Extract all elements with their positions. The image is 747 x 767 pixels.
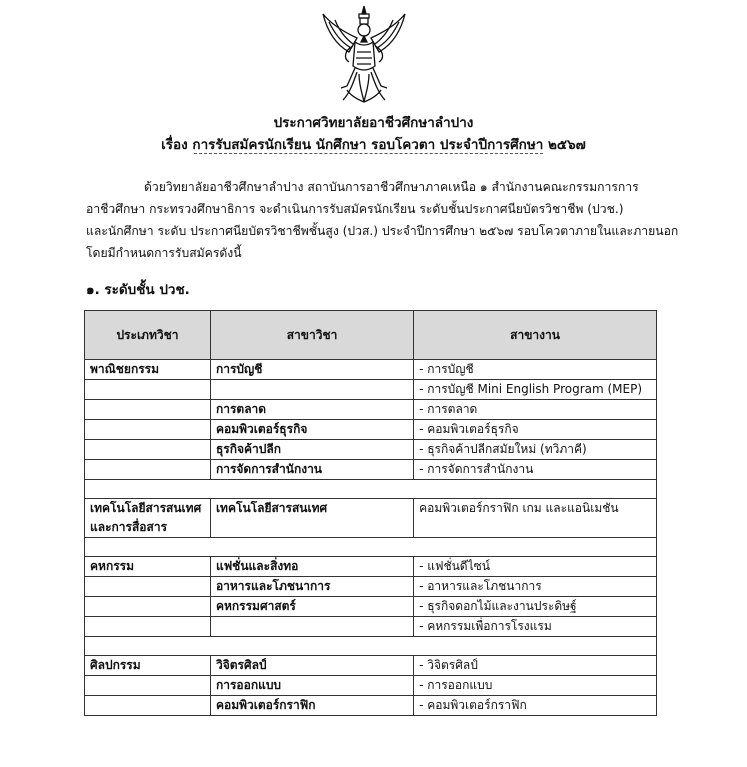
body-line-2: อาชีวศึกษา กระทรวงศึกษาธิการ จะดำเนินการรับสมัครนักเรียน ระดับชั้นประกาศนียบัตรวิชาชีพ (ปวช.) — [86, 202, 624, 216]
garuda-emblem-icon — [319, 4, 409, 104]
cell-major: แฟชั่นและสิ่งทอ — [210, 557, 413, 577]
cell-major — [210, 617, 413, 637]
table-row — [85, 557, 657, 577]
cell-field: - คหกรรมเพื่อการโรงแรม — [414, 617, 657, 637]
cell-major: คอมพิวเตอร์กราฟิก — [210, 696, 413, 716]
spacer-cell — [85, 480, 657, 499]
header-major: สาขาวิชา — [210, 311, 413, 360]
announcement-title: ประกาศวิทยาลัยอาชีวศึกษาลำปาง — [273, 115, 474, 131]
cell-type: คหกรรม — [85, 557, 211, 577]
cell-type — [85, 676, 211, 696]
cell-field: - แฟชั่นดีไซน์ — [414, 557, 657, 577]
cell-field: - การออกแบบ — [414, 676, 657, 696]
table-row — [85, 656, 657, 676]
cell-type-line-1: เทคโนโลยีสารสนเทศ — [90, 501, 202, 515]
cell-major: ธุรกิจค้าปลีก — [210, 440, 413, 460]
cell-major: การบัญชี — [210, 360, 413, 380]
table-spacer-row — [85, 480, 657, 499]
body-line-1: ด้วยวิทยาลัยอาชีวศึกษาลำปาง สถาบันการอาชีวศึกษาภาคเหนือ ๑ สำนักงานคณะกรรมการการ — [144, 180, 639, 194]
cell-field: - ธุรกิจดอกไม้และงานประดิษฐ์ — [414, 597, 657, 617]
table-spacer-row — [85, 637, 657, 656]
spacer-cell — [85, 637, 657, 656]
cell-field: - อาหารและโภชนาการ — [414, 577, 657, 597]
cell-type — [85, 380, 211, 400]
cell-field: - การบัญชี Mini English Program (MEP) — [414, 380, 657, 400]
cell-type — [85, 696, 211, 716]
cell-type — [85, 577, 211, 597]
cell-field: - คอมพิวเตอร์ธุรกิจ — [414, 420, 657, 440]
cell-type — [85, 420, 211, 440]
cell-field: คอมพิวเตอร์กราฟิก เกม และแอนิเมชัน — [414, 499, 657, 538]
table-row — [85, 440, 657, 460]
cell-major: คอมพิวเตอร์ธุรกิจ — [210, 420, 413, 440]
cell-type — [85, 460, 211, 480]
header-field: สาขางาน — [414, 311, 657, 360]
cell-field: - คอมพิวเตอร์กราฟิก — [414, 696, 657, 716]
table-row — [85, 577, 657, 597]
cell-major: การตลาด — [210, 400, 413, 420]
cell-type — [85, 617, 211, 637]
body-line-4: โดยมีกำหนดการรับสมัครดังนี้ — [86, 246, 242, 260]
cell-type — [85, 499, 211, 538]
table-row — [85, 499, 657, 538]
table-row — [85, 676, 657, 696]
cell-type-line-2: และการสื่อสาร — [90, 520, 168, 534]
cell-type: ศิลปกรรม — [85, 656, 211, 676]
cell-major: อาหารและโภชนาการ — [210, 577, 413, 597]
table-row — [85, 696, 657, 716]
table-row — [85, 380, 657, 400]
cell-field: - ธุรกิจค้าปลีกสมัยใหม่ (ทวิภาคี) — [414, 440, 657, 460]
table-header-row — [85, 311, 657, 360]
cell-type: พาณิชยกรรม — [85, 360, 211, 380]
spacer-cell — [85, 538, 657, 557]
cell-major: การจัดการสำนักงาน — [210, 460, 413, 480]
table-row — [85, 420, 657, 440]
cell-type — [85, 440, 211, 460]
table-row — [85, 597, 657, 617]
cell-major: การออกแบบ — [210, 676, 413, 696]
divider — [194, 153, 543, 155]
program-table — [84, 310, 657, 716]
table-row — [85, 460, 657, 480]
announcement-subject: เรื่อง การรับสมัครนักเรียน นักศึกษา รอบโควตา ประจำปีการศึกษา ๒๕๖๗ — [161, 137, 586, 153]
body-line-3: และนักศึกษา ระดับ ประกาศนียบัตรวิชาชีพชั้นสูง (ปวส.) ประจำปีการศึกษา ๒๕๖๗ รอบโควตาภายในและภายนอก — [86, 224, 679, 238]
table-row — [85, 400, 657, 420]
cell-type — [85, 400, 211, 420]
cell-major — [210, 380, 413, 400]
table-row — [85, 360, 657, 380]
cell-field: - การบัญชี — [414, 360, 657, 380]
cell-field: - การตลาด — [414, 400, 657, 420]
header-type: ประเภทวิชา — [85, 311, 211, 360]
table-row — [85, 617, 657, 637]
cell-field: - การจัดการสำนักงาน — [414, 460, 657, 480]
cell-major: คหกรรมศาสตร์ — [210, 597, 413, 617]
cell-field: - วิจิตรศิลป์ — [414, 656, 657, 676]
cell-major: วิจิตรศิลป์ — [210, 656, 413, 676]
section-heading: ๑. ระดับชั้น ปวช. — [86, 282, 190, 298]
table-spacer-row — [85, 538, 657, 557]
cell-major: เทคโนโลยีสารสนเทศ — [210, 499, 413, 538]
cell-type — [85, 597, 211, 617]
